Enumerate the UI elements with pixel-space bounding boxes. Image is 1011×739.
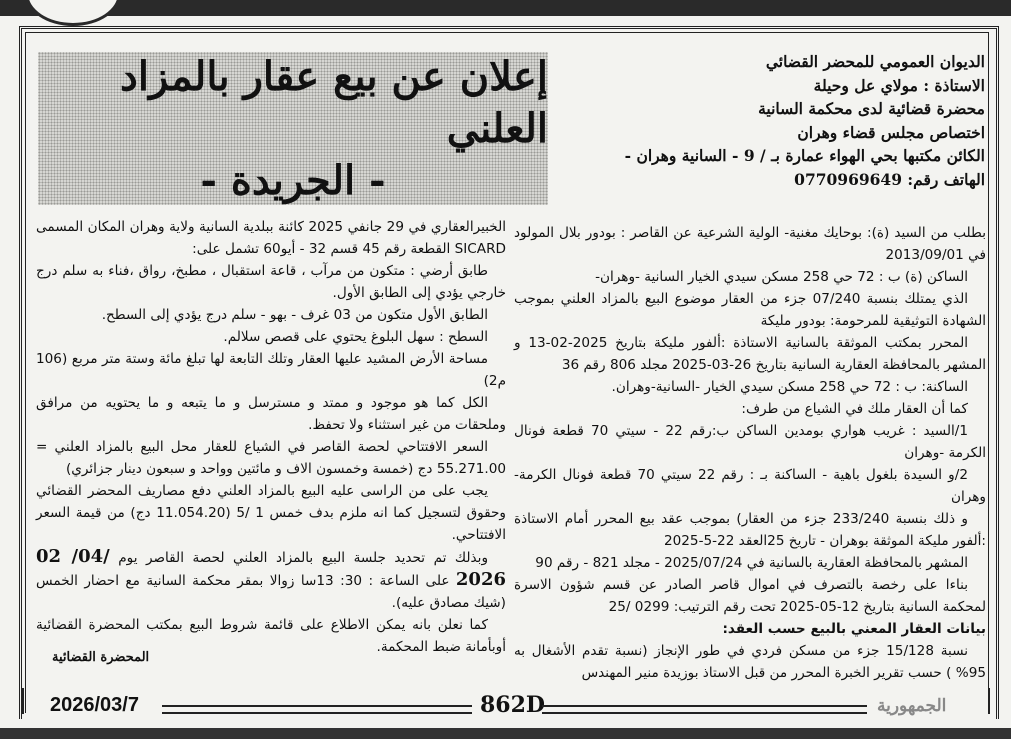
paragraph: الكل كما هو موجود و ممتد و مسترسل و ما يتبعه و ما يحتويه من مرافق وملحقات من غير استثناء ولا تحفظ.	[36, 395, 506, 433]
right-text-column	[514, 222, 986, 684]
paragraph: 2/و السيدة بلغول باهية - الساكنة بـ : رقم 22 سيتي 70 قطعة فونال الكرمة- وهران	[514, 467, 986, 505]
footer-corner-mark	[22, 688, 24, 714]
paragraph: الساكنة: ب : 72 حي 258 مسكن سيدي الخيار -السانية-وهران.	[611, 379, 968, 395]
paragraph: بناءا على رخصة بالتصرف في اموال قاصر الصادر عن قسم شؤون الاسرة لمحكمة السانية بتاريخ 12-05-2025 تحت رقم الترتيب: 0299 /25	[514, 577, 986, 615]
footer-corner-mark	[988, 688, 990, 714]
notice-subtitle: - الجريدة -	[200, 156, 386, 204]
newspaper-masthead-logo: الجمهورية	[877, 696, 947, 716]
paragraph: المحرر بمكتب الموثقة بالسانية الاستاذة :ألفور مليكة بتاريخ 2025-02-13 و المشهر بالمحافظة العقارية السانية بتاريخ 26-03-2025 مجلد 806 رقم 36	[514, 335, 986, 373]
paragraph: السطح : سهل البلوغ يحتوي على قصص سلالم.	[223, 329, 488, 345]
left-text-column	[36, 216, 506, 658]
property-details-heading: بيانات العقار المعني بالبيع حسب العقد:	[722, 621, 986, 637]
footer-rule-left	[162, 705, 472, 714]
paragraph: نسبة 15/128 جزء من مسكن فردي في طور الإنجاز (نسبة تقدم الأشغال به 95% ) حسب تقرير الخبرة المحرر من قبل الاستاذ بوزيدة منير المهندس	[514, 643, 986, 681]
paragraph: بطلب من السيد (ة): بوحايك مغنية- الولية الشرعية عن القاصر : بودور بلال المولود في 2013/09/01	[514, 225, 986, 263]
header-phone: الهاتف رقم: 0770969649	[794, 169, 985, 189]
paragraph: كما أن العقار ملك في الشياع من طرف:	[741, 401, 968, 417]
signature: المحضرة القضائية	[52, 650, 150, 665]
paragraph: الطابق الأول متكون من 03 غرف - بهو - سلم درج يؤدي إلى السطح.	[101, 307, 488, 323]
paragraph: طابق أرضي : متكون من مرآب ، قاعة استقبال ، مطبخ، رواق ،فناء به سلم درج خارجي يؤدي إلى الطابق الأول.	[36, 263, 506, 301]
header-line: محضرة قضائية لدى محكمة السانية	[758, 99, 985, 118]
page-footer	[22, 694, 992, 720]
notice-title-box	[38, 52, 548, 205]
footer-page-code: 862D	[480, 692, 546, 718]
header-line: الكائن مكتبها بحي الهواء عمارة بـ / 9 - السانية وهران -	[624, 146, 985, 165]
paragraph: الخبيرالعقاري في 29 جانفي 2025 كائنة ببلدية السانية ولاية وهران المكان المسمى SICARD القطعة رقم 45 قسم 32 - أيو60 تشمل على:	[36, 219, 506, 257]
auction-date: 02 /04/ 2026	[36, 546, 506, 590]
paragraph: السعر الافتتاحي لحصة القاصر في الشياع للعقار محل البيع بالمزاد العلني = 55.271.00 دج (خمسة وخمسون الاف و مائتين وواحد و سبعون دينار جزائري)	[36, 439, 506, 477]
auction-intro: وبذلك تم تحديد جلسة البيع بالمزاد العلني لحصة القاصر يوم	[118, 550, 489, 566]
paragraph: كما نعلن بانه يمكن الاطلاع على قائمة شروط البيع بمكتب المحضرة القضائية أوبأمانة ضبط المحكمة.	[36, 617, 506, 655]
paragraph: المشهر بالمحافظة العقارية بالسانية في 2025/07/24 - مجلد 821 - رقم 90	[535, 555, 968, 571]
paragraph: الذي يمتلك بنسبة 07/240 جزء من العقار موضوع البيع بالمزاد العلني بموجب الشهادة التوثيقية للمرحومة: بودور مليكة	[514, 291, 986, 329]
notice-title: إعلان عن بيع عقار بالمزاد العلني	[120, 52, 548, 152]
footer-date: 2026/03/7	[50, 694, 139, 716]
paragraph: مساحة الأرض المشيد عليها العقار وتلك التابعة لها تبلغ مائة وستة متر مربع (106 م2)	[36, 351, 506, 389]
footer-rule-right	[542, 705, 867, 714]
top-dark-band	[0, 0, 1011, 16]
header-line: اختصاص مجلس قضاء وهران	[797, 122, 985, 142]
auction-time: على الساعة : 30: 13سا زوالا بمقر محكمة السانية مع احضار الخمس (شيك مصادق عليه).	[36, 573, 506, 611]
auction-date-paragraph	[36, 546, 506, 614]
paragraph: 1/السيد : غريب هواري بومدين الساكن ب:رقم 22 - سيتي 70 قطعة فونال الكرمة -وهران	[514, 423, 986, 461]
paragraph: يجب على من الراسى عليه البيع بالمزاد العلني دفع مصاريف المحضر القضائي وحقوق لتسجيل كما انه ملزم بدف خمس 1 /5 (11.054.20 دج) من قيمة السعر الافتتاحي.	[36, 483, 506, 543]
paragraph: الساكن (ة) ب : 72 حي 258 مسكن سيدي الخيار السانية -وهران-	[595, 269, 968, 285]
header-line: الاستاذة : مولاي عل وحيلة	[813, 75, 985, 95]
top-decorative-circle	[25, 0, 121, 26]
header-line: الديوان العمومي للمحضر القضائي	[765, 52, 985, 71]
bailiff-office-header	[580, 50, 985, 191]
bottom-dark-band	[0, 728, 1011, 739]
paragraph: و ذلك بنسبة 233/240 جزء من العقار) بموجب عقد بيع المحرر أمام الاستاذة :ألفور مليكة الموثقة بوهران - تاريخ 25العقد 22-5-2025	[514, 511, 986, 549]
